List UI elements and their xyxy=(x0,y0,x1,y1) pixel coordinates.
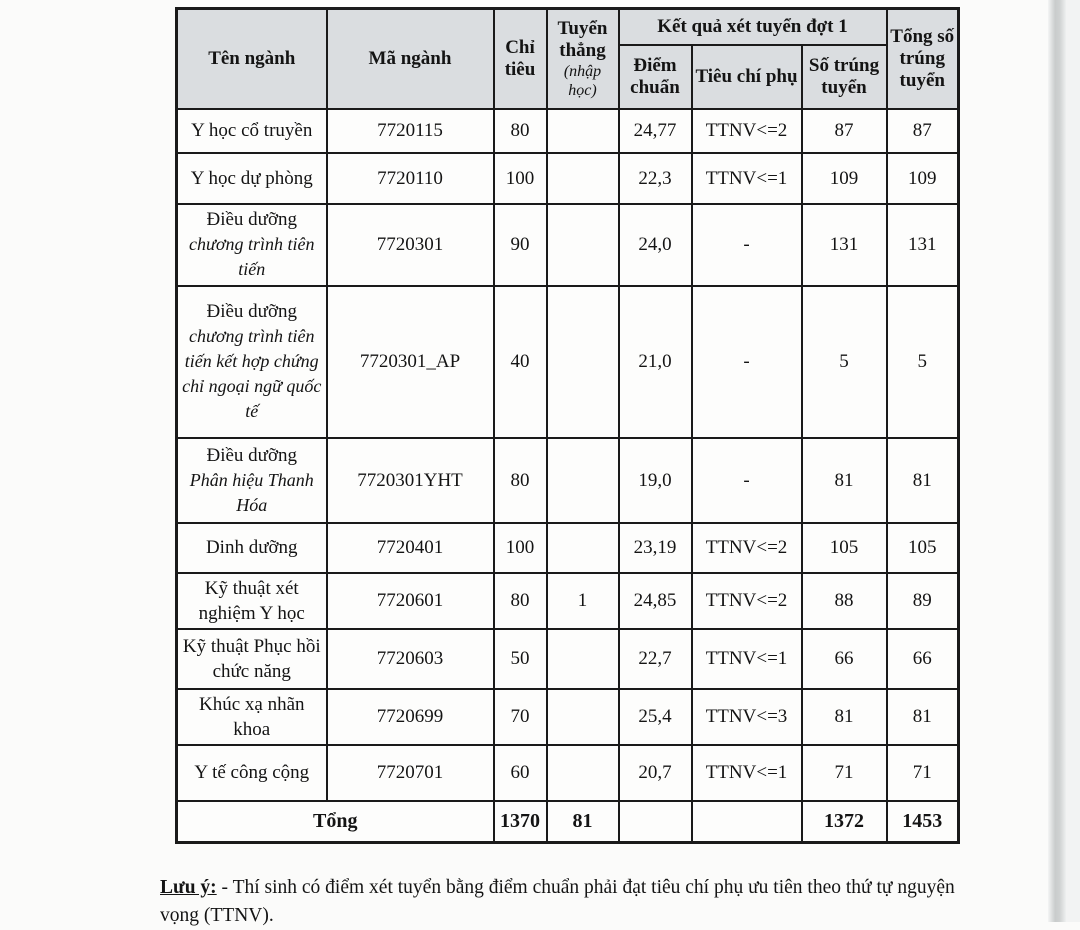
major-name: Khúc xạ nhãn khoa xyxy=(198,693,305,740)
total-quota: 1370 xyxy=(494,801,547,843)
total-criteria xyxy=(692,801,802,843)
cell-total-admitted: 89 xyxy=(887,573,959,629)
major-name: Y tế công cộng xyxy=(194,762,310,783)
cell-major-code: 7720699 xyxy=(327,689,494,745)
cell-major-name xyxy=(177,204,327,286)
cell-direct-admission xyxy=(547,745,619,801)
total-admitted: 1372 xyxy=(802,801,887,843)
cell-sub-criteria: TTNV<=1 xyxy=(692,153,802,204)
cell-major-name xyxy=(177,109,327,153)
cell-benchmark-score: 24,77 xyxy=(619,109,692,153)
cell-admitted-count: 131 xyxy=(802,204,887,286)
cell-benchmark-score: 25,4 xyxy=(619,689,692,745)
cell-direct-admission: 1 xyxy=(547,573,619,629)
cell-sub-criteria: - xyxy=(692,438,802,523)
header-quota: Chỉ tiêu xyxy=(494,9,547,109)
cell-total-admitted: 109 xyxy=(887,153,959,204)
table-row xyxy=(177,286,959,438)
total-direct: 81 xyxy=(547,801,619,843)
header-total-admitted: Tổng số trúng tuyển xyxy=(887,9,959,109)
cell-total-admitted: 131 xyxy=(887,204,959,286)
cell-benchmark-score: 22,3 xyxy=(619,153,692,204)
major-subname: chương trình tiên tiến xyxy=(189,234,315,279)
cell-quota: 80 xyxy=(494,109,547,153)
cell-sub-criteria: TTNV<=3 xyxy=(692,689,802,745)
cell-admitted-count: 109 xyxy=(802,153,887,204)
table-row xyxy=(177,523,959,573)
footnote-label: Lưu ý: xyxy=(160,876,217,898)
cell-benchmark-score: 19,0 xyxy=(619,438,692,523)
cell-quota: 70 xyxy=(494,689,547,745)
table-header xyxy=(177,9,959,109)
table-row xyxy=(177,745,959,801)
cell-admitted-count: 81 xyxy=(802,689,887,745)
cell-major-name xyxy=(177,689,327,745)
cell-major-name xyxy=(177,438,327,523)
table-row xyxy=(177,109,959,153)
table-row xyxy=(177,438,959,523)
cell-total-admitted: 87 xyxy=(887,109,959,153)
cell-major-code: 7720115 xyxy=(327,109,494,153)
cell-admitted-count: 105 xyxy=(802,523,887,573)
major-name: Y học dự phòng xyxy=(190,167,313,189)
cell-admitted-count: 71 xyxy=(802,745,887,801)
total-row xyxy=(177,801,959,843)
cell-major-code: 7720401 xyxy=(327,523,494,573)
total-score xyxy=(619,801,692,843)
cell-direct-admission xyxy=(547,689,619,745)
cell-admitted-count: 66 xyxy=(802,629,887,689)
cell-direct-admission xyxy=(547,629,619,689)
header-sub-criteria: Tiêu chí phụ xyxy=(692,45,802,109)
cell-major-code: 7720301YHT xyxy=(327,438,494,523)
cell-admitted-count: 87 xyxy=(802,109,887,153)
cell-major-name xyxy=(177,286,327,438)
cell-sub-criteria: TTNV<=2 xyxy=(692,523,802,573)
header-major-name: Tên ngành xyxy=(177,9,327,109)
cell-quota: 100 xyxy=(494,153,547,204)
cell-quota: 80 xyxy=(494,573,547,629)
cell-direct-admission xyxy=(547,438,619,523)
major-subname: Phân hiệu Thanh Hóa xyxy=(189,469,314,515)
cell-total-admitted: 81 xyxy=(887,438,959,523)
cell-total-admitted: 5 xyxy=(887,286,959,438)
cell-benchmark-score: 21,0 xyxy=(619,286,692,438)
cell-quota: 60 xyxy=(494,745,547,801)
cell-total-admitted: 105 xyxy=(887,523,959,573)
cell-direct-admission xyxy=(547,204,619,286)
cell-benchmark-score: 22,7 xyxy=(619,629,692,689)
cell-total-admitted: 81 xyxy=(887,689,959,745)
cell-quota: 50 xyxy=(494,629,547,689)
major-name: Điều dưỡng xyxy=(206,209,298,230)
header-round1-results: Kết quả xét tuyển đợt 1 xyxy=(619,9,887,45)
cell-sub-criteria: TTNV<=1 xyxy=(692,629,802,689)
footnote xyxy=(160,874,955,930)
cell-major-code: 7720301_AP xyxy=(327,286,494,438)
cell-major-code: 7720701 xyxy=(327,745,494,801)
cell-major-name xyxy=(177,629,327,689)
cell-benchmark-score: 20,7 xyxy=(619,745,692,801)
major-name: Điều dưỡng xyxy=(206,301,298,322)
table-footer xyxy=(177,801,959,843)
major-name: Y học cổ truyền xyxy=(191,120,313,141)
cell-quota: 80 xyxy=(494,438,547,523)
table-body xyxy=(177,109,959,801)
header-direct-admission-label: Tuyển thẳng xyxy=(557,17,608,61)
cell-quota: 40 xyxy=(494,286,547,438)
scan-edge-margin xyxy=(1066,0,1080,922)
footnote-text: - Thí sinh có điểm xét tuyển bằng điểm chuẩn phải đạt tiêu chí phụ ưu tiên theo thứ tự nguyện vọng (TTNV). xyxy=(160,876,955,926)
cell-direct-admission xyxy=(547,523,619,573)
table-row xyxy=(177,153,959,204)
cell-major-name xyxy=(177,573,327,629)
cell-major-code: 7720110 xyxy=(327,153,494,204)
major-name: Dinh dưỡng xyxy=(205,537,298,558)
header-major-code: Mã ngành xyxy=(327,9,494,109)
cell-quota: 100 xyxy=(494,523,547,573)
major-name: Kỹ thuật xét nghiệm Y học xyxy=(198,577,305,624)
total-label: Tổng xyxy=(177,801,494,843)
scan-edge-shadow xyxy=(1048,0,1066,922)
total-overall: 1453 xyxy=(887,801,959,843)
cell-admitted-count: 5 xyxy=(802,286,887,438)
cell-major-name xyxy=(177,745,327,801)
cell-total-admitted: 66 xyxy=(887,629,959,689)
cell-admitted-count: 81 xyxy=(802,438,887,523)
header-direct-admission-sublabel: (nhập học) xyxy=(563,62,602,99)
header-direct-admission xyxy=(547,9,619,109)
cell-major-code: 7720603 xyxy=(327,629,494,689)
cell-direct-admission xyxy=(547,286,619,438)
cell-major-name xyxy=(177,523,327,573)
cell-benchmark-score: 23,19 xyxy=(619,523,692,573)
cell-sub-criteria: TTNV<=1 xyxy=(692,745,802,801)
admission-results-table xyxy=(175,7,960,844)
cell-sub-criteria: TTNV<=2 xyxy=(692,109,802,153)
table-row xyxy=(177,573,959,629)
cell-major-code: 7720301 xyxy=(327,204,494,286)
cell-benchmark-score: 24,0 xyxy=(619,204,692,286)
table-row xyxy=(177,689,959,745)
cell-direct-admission xyxy=(547,153,619,204)
cell-benchmark-score: 24,85 xyxy=(619,573,692,629)
cell-sub-criteria: - xyxy=(692,286,802,438)
header-benchmark-score: Điểm chuẩn xyxy=(619,45,692,109)
cell-sub-criteria: - xyxy=(692,204,802,286)
cell-major-name xyxy=(177,153,327,204)
major-subname: chương trình tiên tiến kết hợp chứng chỉ ngoại ngữ quốc tế xyxy=(182,326,322,421)
major-name: Điều dưỡng xyxy=(206,444,298,466)
header-admitted-count: Số trúng tuyển xyxy=(802,45,887,109)
cell-direct-admission xyxy=(547,109,619,153)
table-row xyxy=(177,629,959,689)
cell-sub-criteria: TTNV<=2 xyxy=(692,573,802,629)
cell-major-code: 7720601 xyxy=(327,573,494,629)
major-name: Kỹ thuật Phục hồi chức năng xyxy=(182,635,321,682)
cell-total-admitted: 71 xyxy=(887,745,959,801)
cell-quota: 90 xyxy=(494,204,547,286)
cell-admitted-count: 88 xyxy=(802,573,887,629)
table-row xyxy=(177,204,959,286)
